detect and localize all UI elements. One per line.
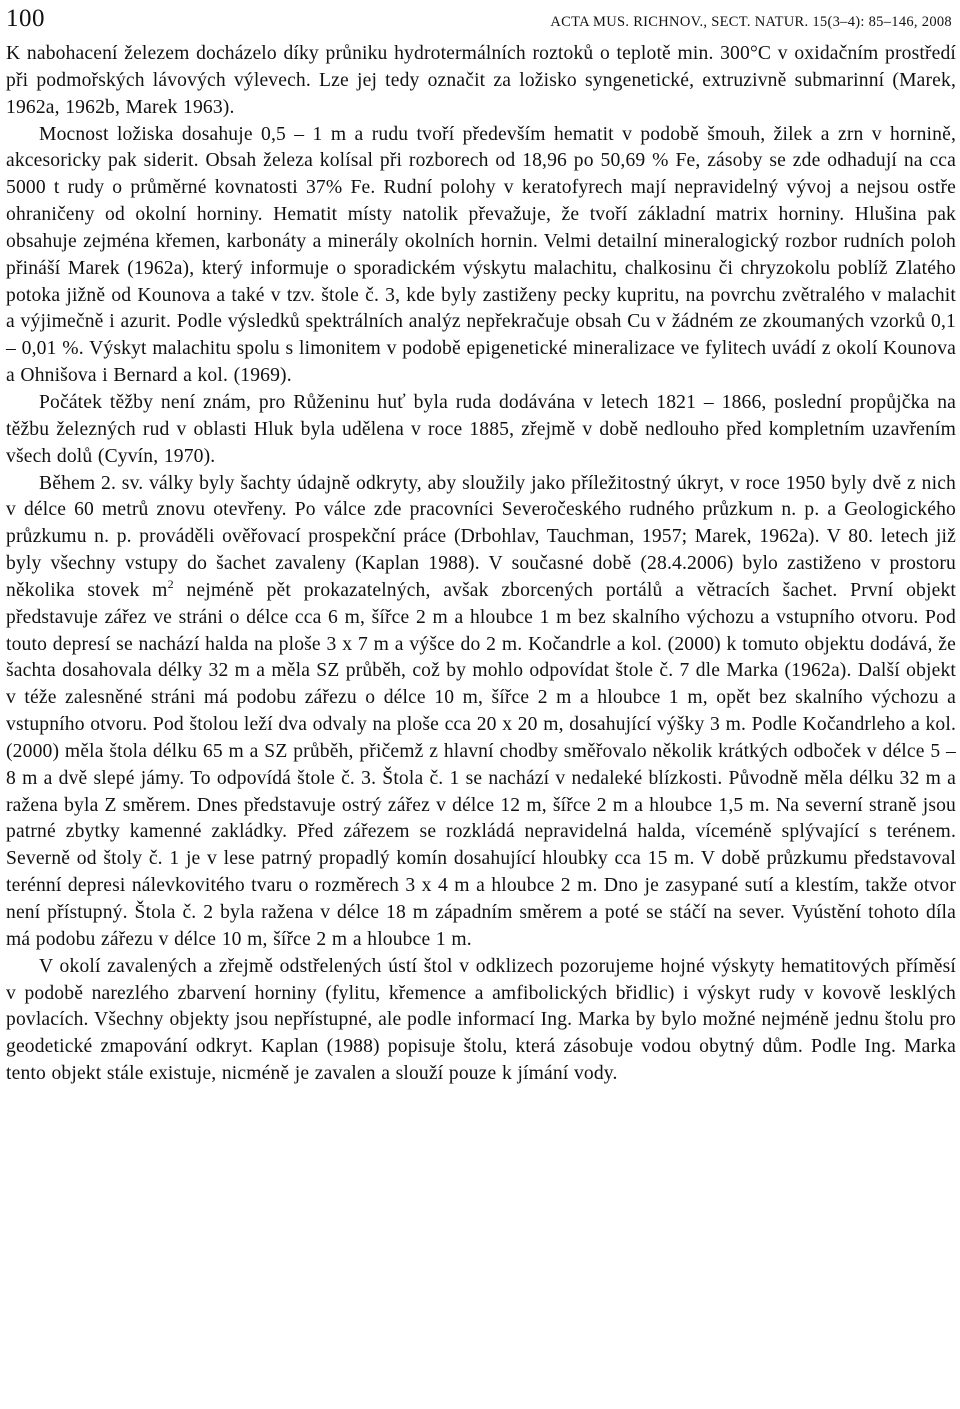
area-unit-superscript: 2 xyxy=(167,576,174,591)
document-page xyxy=(6,0,956,1088)
paragraph-mining-history: Počátek těžby není znám, pro Růženinu huť byla ruda dodávána v letech 1821 – 1866, poslední propůjčka na těžbu železných rud v oblasti Hluk byla udělena v roce 1885, zřejmě v době nedlouho před kompletním uzavřením všech dolů (Cyvín, 1970). xyxy=(6,391,956,467)
survey-text-start: Během 2. sv. války byly šachty údajně odkryty, aby sloužily jako příležitostný úkryt, v roce 1950 byly dvě z nich v délce 60 metrů znovu otevřeny. Po válce zde pracovníci Severočeského rudného průzkum n. p. a Geologického průzkumu n. p. prováděli ověřovací prospekční práce (Drbohlav, Tauchman, 1957; Marek, 1962a). V 80. letech již byly všechny vstupy do šachet zavaleny (Kaplan 1988). V současné době (28.4.2006) bylo zastiženo v prostoru několika stovek m xyxy=(6,472,956,601)
paragraph-surroundings: V okolí zavalených a zřejmě odstřelených ústí štol v odklizech pozorujeme hojné výskyty hematitových příměsí v podobě narezlého zbarvení horniny (fylitu, křemence a amfibolických břidlic) i výskyt rudy v kovově lesklých povlacích. Všechny objekty jsou nepřístupné, ale podle informací Ing. Marka by bylo možné nejméně jednu štolu pro geodetické zmapování odkryt. Kaplan (1988) popisuje štolu, která zásobuje vodou obytný dům. Podle Ing. Marka tento objekt stále existuje, nicméně je zavalen a slouží pouze k jímání vody. xyxy=(6,955,956,1085)
paragraph-survey-findings xyxy=(6,471,956,954)
paragraph-deposit-mineralogy: Mocnost ložiska dosahuje 0,5 – 1 m a rudu tvoří především hematit v podobě šmouh, žilek a zrn v hornině, akcesoricky pak siderit. Obsah železa kolísal při rozborech od 18,96 po 50,69 % Fe, zásoby se zde odhadují na cca 5000 t rudy o průměrné kovnatosti 37% Fe. Rudní polohy v keratofyrech mají nepravidelný vývoj a nejsou ostře ohraničeny od okolní horniny. Hematit místy natolik převažuje, že tvoří základní matrix horniny. Hlušina pak obsahuje zejména křemen, karbonáty a minerály okolních hornin. Velmi detailní mineralogický rozbor rudních poloh přináší Marek (1962a), který informuje o sporadickém výskytu malachitu, chalkosinu či chryzokolu poblíž Zlatého potoka jižně od Kounova a také v tzv. štole č. 3, kde byly zastiženy pecky kupritu, na povrchu zvětralého v malachit a výjimečně i azurit. Podle výsledků spektrálních analýz nepřekračuje obsah Cu v žádném ze zkoumaných vzorků 0,1 – 0,01 %. Výskyt malachitu spolu s limonitem v podobě epigenetické mineralizace ve fylitech uvádí z okolí Kounova a Ohnišova i Bernard a kol. (1969). xyxy=(6,123,956,387)
survey-text-end: nejméně pět prokazatelných, avšak zborcených portálů a větracích šachet. První objekt představuje zářez ve stráni o délce cca 6 m, šířce 2 m a hloubce 1 m bez skalního výchozu a vstupního otvoru. Pod touto depresí se nachází halda na ploše 3 x 7 m a výšce do 2 m. Kočandrle a kol. (2000) k tomuto objektu dodává, že šachta dosahovala délky 32 m a měla SZ průběh, což by mohlo odpovídat štole č. 7 dle Marka (1962a). Další objekt v téže zalesněné stráni má podobu zářezu o délce 10 m, šířce 2 m a hloubce 1 m, opět bez skalního výchozu a vstupního otvoru. Pod štolou leží dva odvaly na ploše cca 20 x 20 m, dosahující výšky 3 m. Podle Kočandrleho a kol. (2000) měla štola délku 65 m a SZ průběh, přičemž z hlavní chodby směřovalo několik krátkých odboček v délce 5 – 8 m a dvě slepé jámy. To odpovídá štole č. 3. Štola č. 1 se nachází v nedaleké blízkosti. Původně měla délku 32 m a ražena byla Z směrem. Dnes představuje ostrý zářez v délce 12 m, šířce 2 m a hloubce 1,5 m. Na severní straně jsou patrné zbytky kamenné zakládky. Před zářezem se rozkládá nepravidelná halda, víceméně splývající s terénem. Severně od štoly č. 1 je v lese patrný propadlý komín dosahující hloubky cca 15 m. V době průzkumu představoval terénní depresi nálevkovitého tvaru o rozměrech 3 x 4 m a hloubce 2 m. Dno je zasypané sutí a klestím, takže otvor není přístupný. Štola č. 2 byla ražena v délce 18 m západním směrem a poté se stáčí na sever. Vyústění tohoto díla má podobu zářezu v délce 10 m, šířce 2 m a hloubce 1 m. xyxy=(6,579,956,950)
journal-reference: ACTA MUS. RICHNOV., SECT. NATUR. 15(3–4): 85–146, 2008 xyxy=(550,14,952,30)
running-header xyxy=(6,0,956,40)
body-text xyxy=(6,41,956,1088)
page-number: 100 xyxy=(6,5,45,32)
paragraph-ore-origin: K nabohacení železem docházelo díky průniku hydrotermálních roztoků o teplotě min. 300°C v oxidačním prostředí při podmořských lávových výlevech. Lze jej tedy označit za ložisko syngenetické, extruzivně submarinní (Marek, 1962a, 1962b, Marek 1963). xyxy=(6,43,956,118)
